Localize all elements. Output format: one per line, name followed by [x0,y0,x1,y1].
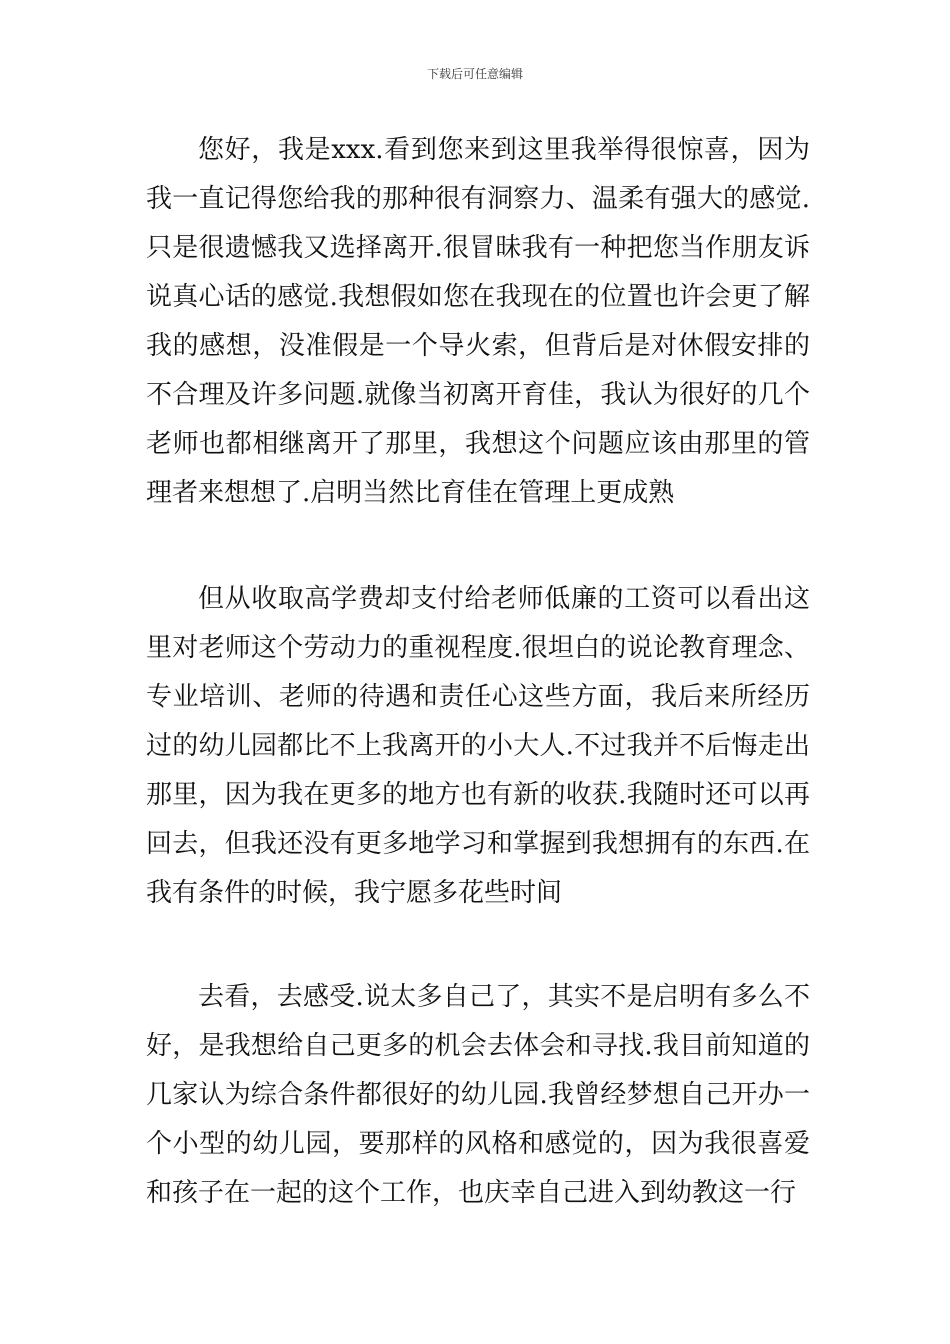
paragraph-1: 您好，我是xxx.看到您来到这里我举得很惊喜，因为我一直记得您给我的那种很有洞察力、温柔有强大的感觉.只是很遗憾我又选择离开.很冒昧我有一种把您当作朋友诉说真心话的感觉.我想假如您在我现在的位置也许会更了解我的感想，没准假是一个导火索，但背后是对休假安排的不合理及许多问题.就像当初离开育佳，我认为很好的几个老师也都相继离开了那里，我想这个问题应该由那里的管理者来想想了.启明当然比育佳在管理上更成熟 [146,135,810,508]
page-header: 下载后可任意编辑 [426,67,523,81]
paragraph-2: 但从收取高学费却支付给老师低廉的工资可以看出这里对老师这个劳动力的重视程度.很坦白的说论教育理念、专业培训、老师的待遇和责任心这些方面，我后来所经历过的幼儿园都比不上我离开的小大人.不过我并不后悔走出那里，因为我在更多的地方也有新的收获.我随时还可以再回去，但我还没有更多地学习和掌握到我想拥有的东西.在我有条件的时候，我宁愿多花些时间 [146,584,810,908]
paragraph-3: 去看，去感受.说太多自己了，其实不是启明有多么不好，是我想给自己更多的机会去体会和寻找.我目前知道的几家认为综合条件都很好的幼儿园.我曾经梦想自己开办一个小型的幼儿园，要那样的风格和感觉的，因为我很喜爱和孩子在一起的这个工作，也庆幸自己进入到幼教这一行 [146,982,810,1208]
